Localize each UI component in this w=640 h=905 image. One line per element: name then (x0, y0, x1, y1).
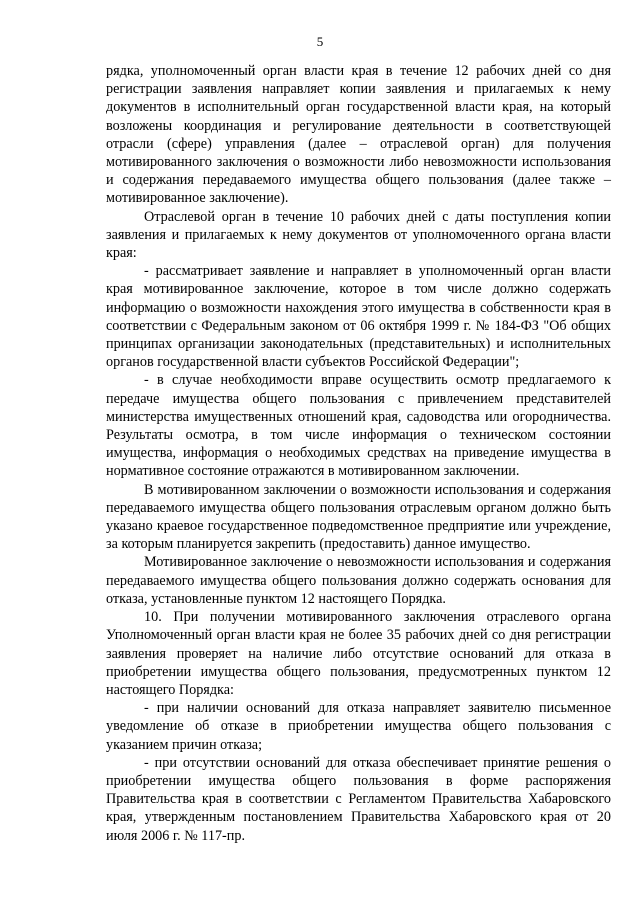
paragraph-review-application: - рассматривает заявление и направляет в уполномоченный орган власти края мотивированное заключение, которое в том числе должно содержать информацию о возможности нахождения этого имущества в собственности края в соответствии с Федеральным законом от 06 октября 1999 г. № 184-ФЗ "Об общих принципах организации законодательных (представительных) и исполнительных органов государственной власти субъектов Российской Федерации"; (106, 263, 611, 371)
paragraph-item-10: 10. При получении мотивированного заключения отраслевого органа Уполномоченный орган власти края не более 35 рабочих дней со дня регистрации заявления проверяет на наличие либо отсутствие оснований для отказа в приобретении имущества общего пользования, предусмотренных пунктом 12 настоящего Порядка: (106, 609, 611, 698)
paragraph-conclusion-possibility: В мотивированном заключении о возможности использования и содержания передаваемого имущества общего пользования отраслевым органом должно быть указано краевое государственное подведомственное предприятие или учреждение, за которым планируется закрепить (предоставить) данное имущество. (106, 481, 611, 553)
paragraph-inspection: - в случае необходимости вправе осуществить осмотр предлагаемого к передаче имущества общего пользования с привлечением представителей министерства имущественных отношений края, садоводства или огородничества. Результаты осмотра, в том числе информация о техническом состоянии имущества, информация о необходимых средствах на приведение имущества в нормативное состояние отражаются в мотивированном заключении. (106, 372, 611, 480)
paragraph-conclusion-impossibility: Мотивированное заключение о невозможности использования и содержания передаваемого имущества общего пользования должно содержать основания для отказа, установленные пунктом 12 настоящего Порядка. (106, 554, 611, 607)
document-body (106, 62, 611, 845)
paragraph-refusal-notice: - при наличии оснований для отказа направляет заявителю письменное уведомление об отказе в приобретении имущества общего пользования с указанием причин отказа; (106, 700, 611, 753)
paragraph-sectoral-body: Отраслевой орган в течение 10 рабочих дней с даты поступления копии заявления и прилагаемых к нему документов от уполномоченного органа власти края: (106, 208, 611, 262)
page-number: 5 (316, 34, 324, 49)
paragraph-continuation: рядка, уполномоченный орган власти края в течение 12 рабочих дней со дня регистрации заявления направляет копии заявления и прилагаемых к нему документов в исполнительный орган государственной власти края, на который возложены координация и регулирование деятельности в соответствующей отрасли (сфере) управления (далее – отраслевой орган) для получения мотивированного заключения о возможности либо невозможности использования и содержания передаваемого имущества общего пользования (далее также – мотивированное заключение). (106, 63, 611, 207)
paragraph-acquisition-decision: - при отсутствии оснований для отказа обеспечивает принятие решения о приобретении имущества общего пользования в форме распоряжения Правительства края в соответствии с Регламентом Правительства Хабаровского края, утвержденным постановлением Правительства Хабаровского края от 20 июля 2006 г. № 117-пр. (106, 754, 611, 844)
